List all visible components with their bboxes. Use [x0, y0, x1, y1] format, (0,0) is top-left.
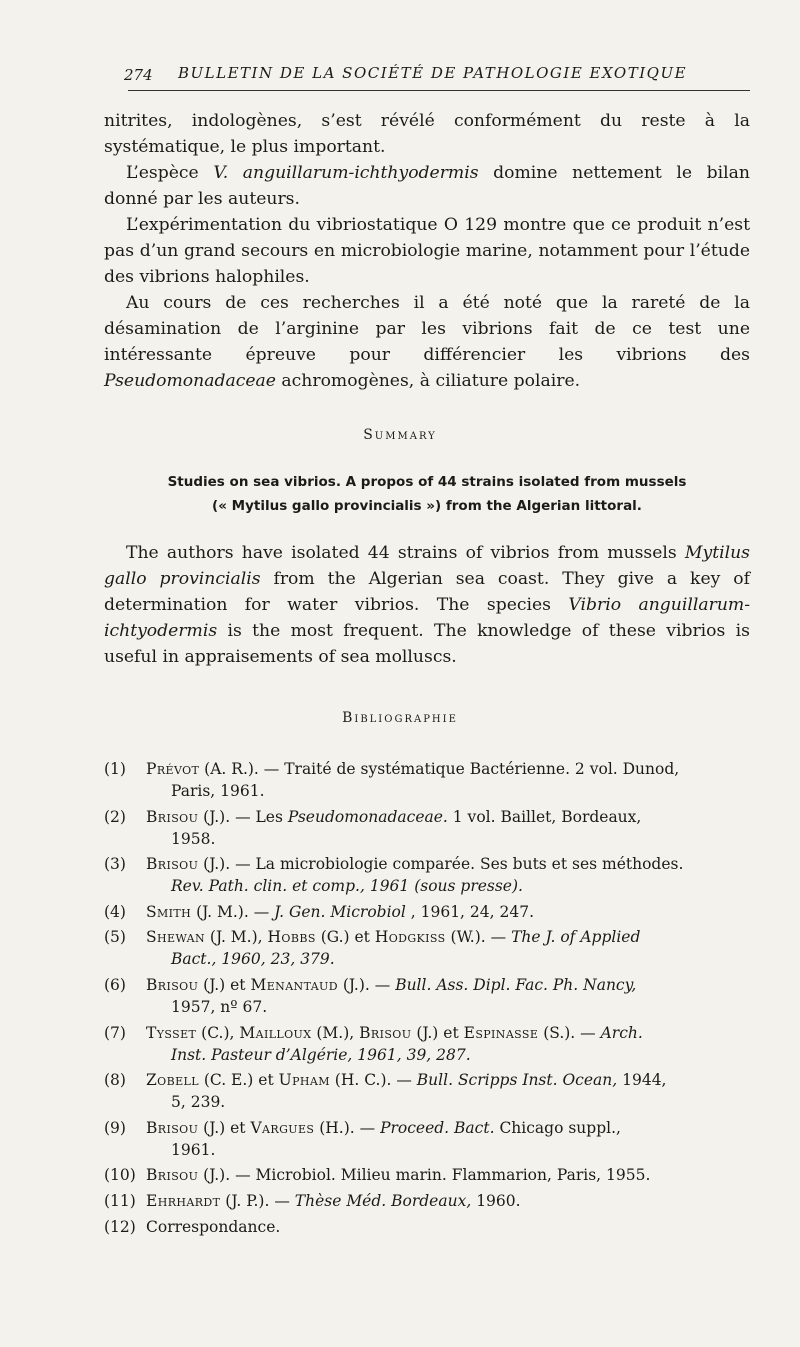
text-run: (J. M.). — — [191, 902, 275, 921]
reference-item — [104, 1190, 754, 1212]
author-name: Mailloux — [239, 1023, 312, 1042]
reference-number: (9) — [104, 1118, 126, 1137]
species-name: V. anguillarum-ichthyodermis — [213, 163, 479, 183]
reference-number: (1) — [104, 760, 126, 778]
reference-line-2: Inst. Pasteur d’Algérie, 1961, 39, 287. — [171, 1045, 471, 1064]
species-name: Mytilus gallo provincialis — [104, 543, 750, 589]
text-run: (H. C.). — — [329, 1071, 417, 1090]
text-run: 1944, — [617, 1071, 667, 1090]
reference-text — [146, 901, 754, 923]
reference-text — [146, 1164, 754, 1186]
text-run: Au cours de ces recherches il a été noté que la rareté de la désamination de l’arginine par les vibrions fait de ce test une intéressante épreuve pour différencier les vibrions des — [104, 293, 750, 365]
text-run: (H.). — — [314, 1118, 381, 1137]
text-run: is the most frequent. The knowledge of these vibrios is useful in appraisements of sea molluscs. — [104, 621, 750, 667]
author-name: Prévot — [146, 760, 200, 778]
summary-title — [104, 470, 750, 518]
summary-text — [104, 540, 750, 670]
reference-number: (12) — [104, 1217, 136, 1236]
paragraph-4 — [104, 290, 750, 394]
text-run: domine nettement le bilan donné par les auteurs. — [104, 163, 750, 209]
running-head: BULLETIN DE LA SOCIÉTÉ DE PATHOLOGIE EXOTIQUE — [178, 64, 688, 82]
reference-text — [146, 1190, 754, 1212]
text-run: (C.), — [196, 1023, 240, 1042]
author-name: Hodgkiss — [374, 928, 446, 947]
reference-line-2: Paris, 1961. — [171, 782, 265, 800]
text-run: Correspondance. — [146, 1217, 281, 1236]
paragraph-3: L’expérimentation du vibriostatique O 129 montre que ce produit n’est pas d’un grand secours en microbiologie marine, notamment pour l’étude des vibrions halophiles. — [104, 215, 750, 287]
text-run: L’espèce — [126, 163, 214, 183]
reference-number: (10) — [104, 1166, 136, 1185]
title-italic: Bull. Ass. Dipl. Fac. Ph. Nancy, — [395, 975, 637, 994]
author-name: Vargues — [250, 1118, 315, 1137]
title-italic: Arch. — [600, 1023, 643, 1042]
author-name: Hobbs — [267, 928, 316, 947]
text-run: from the Algerian sea coast. They give a key of determination for water vibrios. The species — [104, 569, 750, 615]
family-name: Pseudomonadaceae — [104, 371, 276, 391]
reference-text — [146, 1216, 754, 1238]
reference-text — [146, 1069, 754, 1113]
reference-line-2: Bact., 1960, 23, 379. — [171, 950, 335, 969]
text-run: (S.). — — [538, 1023, 601, 1042]
text-run: (C. E.) et — [198, 1071, 279, 1090]
author-name: Tysset — [146, 1023, 197, 1042]
text-run: 1 vol. Baillet, Bordeaux, — [447, 807, 642, 826]
main-text — [104, 108, 750, 394]
reference-line-2: Rev. Path. clin. et comp., 1961 (sous presse). — [171, 877, 523, 896]
reference-number: (11) — [104, 1191, 136, 1210]
author-name: Smith — [146, 902, 192, 921]
reference-item — [104, 974, 754, 1018]
text-run: (J.). — — [337, 975, 396, 994]
reference-text — [146, 926, 754, 970]
reference-text — [146, 853, 754, 897]
text-run: The authors have isolated 44 strains of vibrios from mussels — [126, 543, 685, 563]
text-run: (J.) et — [198, 975, 251, 994]
reference-number: (3) — [104, 855, 126, 874]
text-run: (W.). — — [445, 928, 512, 947]
text-run: (J. P.). — — [220, 1191, 295, 1210]
text-run: (G.) et — [315, 928, 375, 947]
reference-number: (6) — [104, 975, 126, 994]
author-name: Brisou — [146, 855, 199, 874]
reference-number: (8) — [104, 1071, 126, 1090]
text-run: (M.), — [311, 1023, 360, 1042]
page-header — [124, 62, 750, 91]
reference-number: (2) — [104, 807, 126, 826]
author-name: Brisou — [146, 1166, 199, 1185]
reference-item — [104, 758, 754, 802]
reference-line-2: 1957, nº 67. — [171, 997, 268, 1016]
reference-line-2: 1958. — [171, 829, 216, 848]
reference-item — [104, 1164, 754, 1186]
author-name: Ehrhardt — [146, 1191, 221, 1210]
author-name: Brisou — [146, 807, 199, 826]
reference-item — [104, 1069, 754, 1113]
author-name: Shewan — [146, 928, 205, 947]
paragraph-2 — [104, 160, 750, 212]
reference-text — [146, 1117, 754, 1161]
text-run: (J.) et — [411, 1023, 464, 1042]
text-run: achromogènes, à ciliature polaire. — [275, 371, 581, 391]
author-name: Brisou — [146, 1118, 199, 1137]
reference-item — [104, 926, 754, 970]
title-italic: The J. of Applied — [511, 928, 641, 947]
reference-item — [104, 1216, 754, 1238]
title-italic: Thèse Méd. Bordeaux, — [294, 1191, 472, 1210]
summary-paragraph — [104, 540, 750, 670]
reference-line-2: 5, 239. — [171, 1093, 226, 1112]
title-italic: J. Gen. Microbiol — [274, 902, 406, 921]
title-italic: Pseudomonadaceae. — [287, 807, 448, 826]
bibliography-heading: Bibliographie — [342, 710, 458, 726]
reference-item — [104, 901, 754, 923]
author-name: Zobell — [146, 1071, 199, 1090]
reference-text — [146, 974, 754, 1018]
text-run: (A. R.). — Traité de systématique Bactérienne. 2 vol. Dunod, — [199, 760, 680, 778]
author-name: Upham — [278, 1071, 330, 1090]
text-run: (J.). — La microbiologie comparée. Ses buts et ses méthodes. — [198, 855, 684, 874]
text-run: (J. M.), — [204, 928, 268, 947]
text-run: Chicago suppl., — [494, 1118, 621, 1137]
summary-title-line-1: Studies on sea vibrios. A propos of 44 strains isolated from mussels — [167, 474, 687, 490]
reference-item — [104, 1022, 754, 1066]
paragraph-1: nitrites, indologènes, s’est révélé conformément du reste à la systématique, le plus important. — [104, 111, 750, 157]
reference-line-2: 1961. — [171, 1140, 216, 1159]
author-name: Menantaud — [250, 975, 338, 994]
reference-item — [104, 1117, 754, 1161]
reference-text — [146, 758, 754, 802]
text-run: (J.). — Les — [198, 807, 288, 826]
reference-item — [104, 806, 754, 850]
text-run: , 1961, 24, 247. — [405, 902, 534, 921]
text-run: (J.). — Microbiol. Milieu marin. Flammarion, Paris, 1955. — [198, 1166, 651, 1185]
author-name: Brisou — [146, 975, 199, 994]
species-name: Vibrio anguillarum-ichtyodermis — [104, 595, 751, 641]
title-italic: Proceed. Bact. — [380, 1118, 495, 1137]
reference-number: (4) — [104, 902, 126, 921]
summary-heading: Summary — [363, 427, 437, 443]
text-run: 1960. — [471, 1191, 521, 1210]
reference-number: (5) — [104, 928, 126, 947]
text-run: (J.) et — [198, 1118, 251, 1137]
reference-number: (7) — [104, 1023, 126, 1042]
summary-title-line-2: (« Mytilus gallo provincialis ») from the Algerian littoral. — [212, 498, 642, 514]
bibliography-list — [104, 758, 754, 1241]
author-name: Brisou — [359, 1023, 412, 1042]
reference-item — [104, 853, 754, 897]
author-name: Espinasse — [463, 1023, 539, 1042]
title-italic: Bull. Scripps Inst. Ocean, — [416, 1071, 618, 1090]
page-number: 274 — [124, 66, 153, 84]
reference-text — [146, 806, 754, 850]
reference-text — [146, 1022, 754, 1066]
